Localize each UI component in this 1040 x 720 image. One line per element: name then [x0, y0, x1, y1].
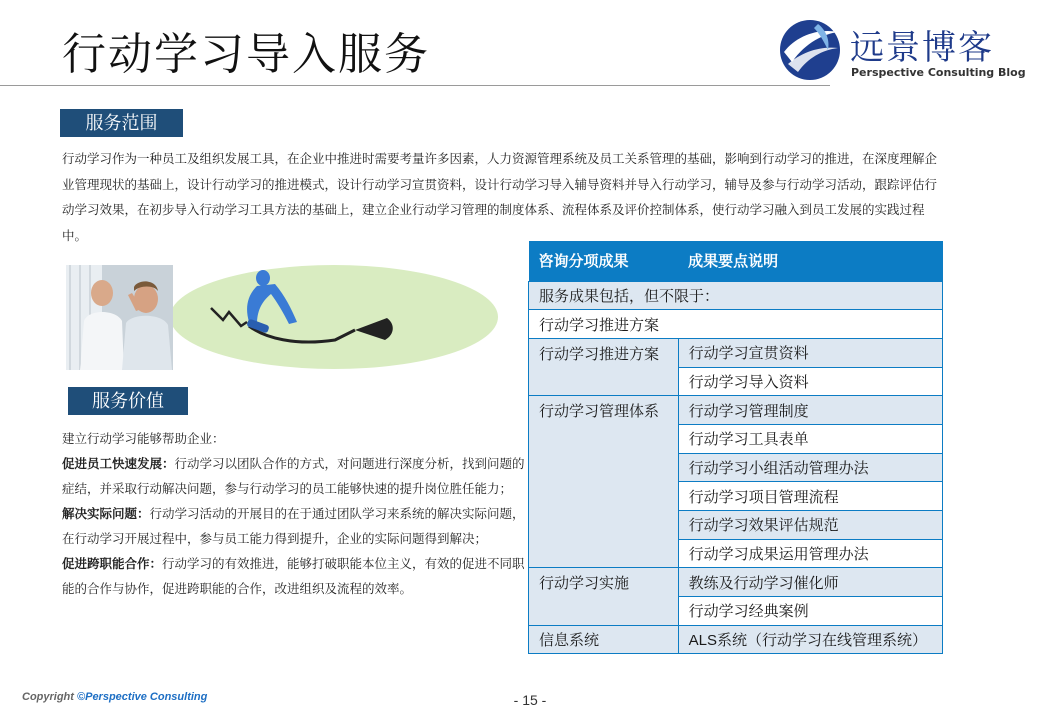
- value-point: 促进跨职能合作：行动学习的有效推进，能够打破职能本位主义，有效的促进不同职能的合作与协作，促进跨职能的合作，改进组织及流程的效率。: [62, 557, 525, 596]
- copyright-prefix: Copyright: [22, 691, 77, 703]
- table-item-cell: 行动学习经典案例: [678, 597, 942, 626]
- table-item-cell: 行动学习宣贯资料: [678, 338, 942, 367]
- table-item-cell: 行动学习成果运用管理办法: [678, 539, 942, 568]
- value-section-label: 服务价值: [68, 387, 188, 415]
- value-point-heading: 促进跨职能合作: [62, 557, 150, 571]
- value-point-text: 行动学习活动的开展目的在于通过团队学习来系统的解决实际问题，在行动学习开展过程中，参与员工能力得到提升，企业的实际问题得到解决；: [62, 507, 525, 546]
- table-row: [529, 310, 943, 339]
- logo-name-en: Perspective Consulting Blog: [851, 66, 1026, 79]
- table-header-row: [529, 241, 943, 281]
- page-title: 行动学习导入服务: [62, 30, 430, 79]
- table-group-cell: 行动学习实施: [529, 568, 679, 625]
- table-item-cell: 行动学习小组活动管理办法: [678, 453, 942, 482]
- table-row: [529, 625, 943, 654]
- table-item-cell: ALS系统（行动学习在线管理系统）: [678, 625, 942, 654]
- value-point-text: 行动学习以团队合作的方式，对问题进行深度分析，找到问题的症结，并采取行动解决问题，参与行动学习的员工能够快速的提升岗位胜任能力；: [62, 457, 525, 496]
- copyright: [22, 691, 207, 703]
- value-point-text: 行动学习的有效推进，能够打破职能本位主义，有效的促进不同职能的合作与协作，促进跨职能的合作，改进组织及流程的效率。: [62, 557, 525, 596]
- value-point-heading: 解决实际问题: [62, 507, 138, 521]
- copyright-brand: ©Perspective Consulting: [77, 691, 208, 703]
- table-item-cell: 行动学习效果评估规范: [678, 511, 942, 540]
- table-row: [529, 338, 943, 367]
- page-number: - 15 -: [513, 692, 547, 708]
- logo: [778, 16, 1028, 84]
- logo-name-cn: 远景博客: [850, 28, 994, 68]
- table-group-cell: 行动学习管理体系: [529, 396, 679, 568]
- value-intro: 建立行动学习能够帮助企业：: [62, 432, 225, 446]
- scope-section-label: 服务范围: [60, 109, 183, 137]
- title-divider: [0, 85, 830, 86]
- value-point: 促进员工快速发展：行动学习以团队合作的方式，对问题进行深度分析，找到问题的症结，并采取行动解决问题，参与行动学习的员工能够快速的提升岗位胜任能力；: [62, 457, 525, 496]
- climbing-figure-illustration: [205, 268, 415, 358]
- table-group-cell: 行动学习推进方案: [529, 338, 679, 395]
- table-row: [529, 396, 943, 425]
- table-item-cell: 教练及行动学习催化师: [678, 568, 942, 597]
- value-body: [62, 427, 532, 602]
- table-item-cell: 行动学习导入资料: [678, 367, 942, 396]
- table-item-cell: 行动学习工具表单: [678, 424, 942, 453]
- table-row: [529, 281, 943, 310]
- business-people-photo: [66, 265, 173, 370]
- table-plan-cell: 行动学习推进方案: [529, 310, 943, 339]
- table-item-cell: 行动学习项目管理流程: [678, 482, 942, 511]
- table-header-cell: 咨询分项成果: [529, 241, 679, 281]
- value-point: 解决实际问题：行动学习活动的开展目的在于通过团队学习来系统的解决实际问题，在行动学习开展过程中，参与员工能力得到提升，企业的实际问题得到解决；: [62, 507, 525, 546]
- table-row: [529, 568, 943, 597]
- table-header-cell: 成果要点说明: [678, 241, 942, 281]
- deliverables-table: [528, 241, 943, 654]
- table-group-cell: 信息系统: [529, 625, 679, 654]
- logo-globe-icon: [778, 18, 842, 82]
- table-intro-cell: 服务成果包括，但不限于：: [529, 281, 943, 310]
- scope-body-text: 行动学习作为一种员工及组织发展工具，在企业中推进时需要考量许多因素，人力资源管理系统及员工关系管理的基础，影响到行动学习的推进，在深度理解企业管理现状的基础上，设计行动学习的推进模式，设计行动学习宣贯资料，设计行动学习导入辅导资料并导入行动学习，辅导及参与行动学习活动，跟踪评估行动学习效果，在初步导入行动学习工具方法的基础上，建立企业行动学习管理的制度体系、流程体系及评价控制体系，使行动学习融入到员工发展的实践过程中。: [62, 152, 938, 243]
- value-point-heading: 促进员工快速发展: [62, 457, 163, 471]
- table-item-cell: 行动学习管理制度: [678, 396, 942, 425]
